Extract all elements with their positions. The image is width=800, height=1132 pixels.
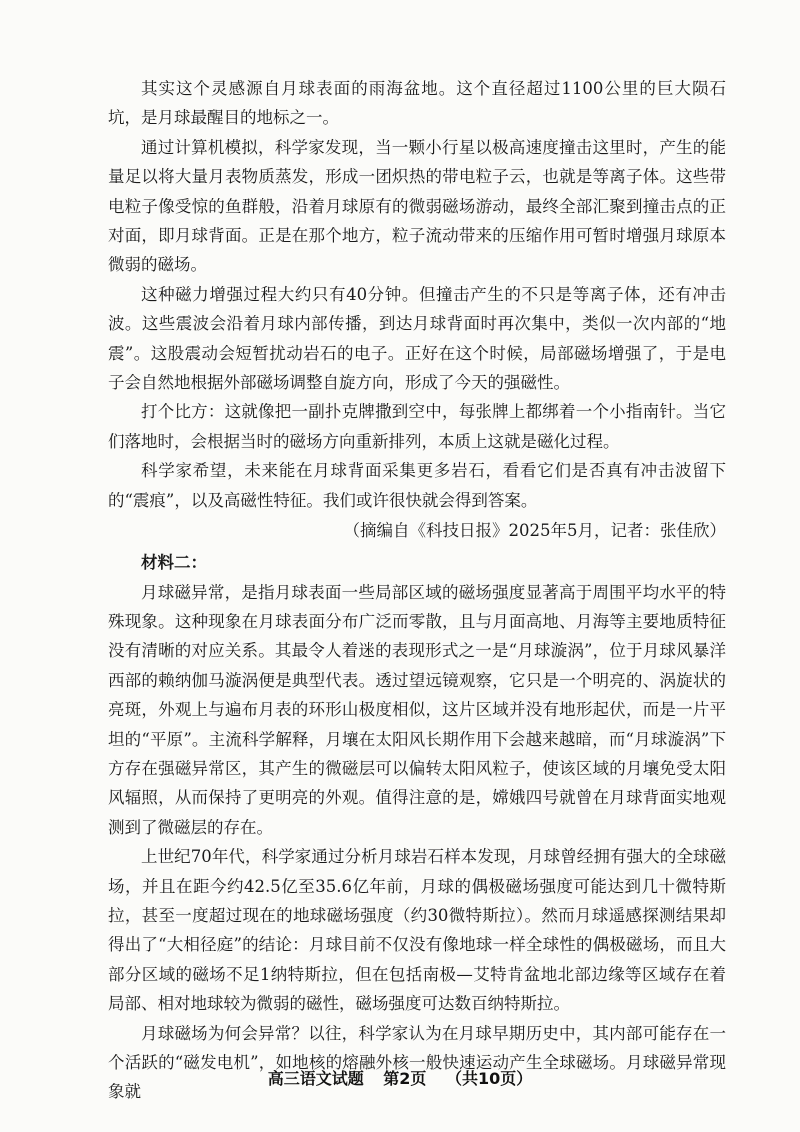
material-paragraph: 月球磁异常，是指月球表面一些局部区域的磁场强度显著高于周围平均水平的特殊现象。这种现象在月球表面分布广泛而零散，且与月面高地、月海等主要地质特征没有清晰的对应关系。其最令人着迷的表现形式之一是“月球漩涡”，位于月球风暴洋西部的赖纳伽马漩涡便是典型代表。透过望远镜观察，它只是一个明亮的、涡旋状的亮斑，外观上与遍布月表的环形山极度相似，这片区域并没有地形起伏，而是一片平坦的“平原”。主流科学解释，月壤在太阳风长期作用下会越来越暗，而“月球漩涡”下方存在强磁异常区，其产生的微磁层可以偏转太阳风粒子，使该区域的月壤免受太阳风辐照，从而保持了更明亮的外观。值得注意的是，嫦娥四号就曾在月球背面实地观测到了微磁层的存在。 xyxy=(108,582,726,837)
page-total: （共10页） xyxy=(446,1069,533,1088)
page-number: 第2页 xyxy=(383,1069,427,1088)
exam-title: 高三语文试题 xyxy=(267,1069,364,1088)
material-paragraph: 月球磁场为何会异常？以往，科学家认为在月球早期历史中，其内部可能存在一个活跃的“磁发电机”，如地核的熔融外核一般快速运动产生全球磁场。月球磁异常现象就 xyxy=(108,1023,726,1102)
source-citation: （摘编自《科技日报》2025年5月，记者：张佳欣） xyxy=(343,521,726,541)
material-two-heading: 材料二： xyxy=(141,552,207,572)
article-paragraph: 打个比方：这就像把一副扑克牌撒到空中，每张牌上都绑着一个小指南针。当它们落地时，会根据当时的磁场方向重新排列，本质上这就是磁化过程。 xyxy=(108,402,726,451)
article-paragraph: 其实这个灵感源自月球表面的雨海盆地。这个直径超过1100公里的巨大陨石坑，是月球最醒目的地标之一。 xyxy=(108,79,726,128)
article-paragraph: 这种磁力增强过程大约只有40分钟。但撞击产生的不只是等离子体，还有冲击波。这些震波会沿着月球内部传播，到达月球背面时再次集中，类似一次内部的“地震”。这股震动会短暂扰动岩石的电子。正好在这个时候，局部磁场增强了，于是电子会自然地根据外部磁场调整自旋方向，形成了今天的强磁性。 xyxy=(108,284,726,393)
article-paragraph: 通过计算机模拟，科学家发现，当一颗小行星以极高速度撞击这里时，产生的能量足以将大量月表物质蒸发，形成一团炽热的带电粒子云，也就是等离子体。这些带电粒子像受惊的鱼群般，沿着月球原有的微弱磁场游动，最终全部汇聚到撞击点的正对面，即月球背面。正是在那个地方，粒子流动带来的压缩作用可暂时增强月球原本微弱的磁场。 xyxy=(108,137,726,275)
page-content xyxy=(108,74,726,1107)
page-footer xyxy=(0,1068,800,1090)
article-paragraph: 科学家希望，未来能在月球背面采集更多岩石，看看它们是否真有冲击波留下的“震痕”，以及高磁性特征。我们或许很快就会得到答案。 xyxy=(108,461,726,510)
material-paragraph: 上世纪70年代，科学家通过分析月球岩石样本发现，月球曾经拥有强大的全球磁场，并且在距今约42.5亿至35.6亿年前，月球的偶极磁场强度可能达到几十微特斯拉，甚至一度超过现在的地球磁场强度（约30微特斯拉）。然而月球遥感探测结果却得出了“大相径庭”的结论：月球目前不仅没有像地球一样全球性的偶极磁场，而且大部分区域的磁场不足1纳特斯拉，但在包括南极—艾特肯盆地北部边缘等区域存在着局部、相对地球较为微弱的磁性，磁场强度可达数百纳特斯拉。 xyxy=(108,847,726,1014)
